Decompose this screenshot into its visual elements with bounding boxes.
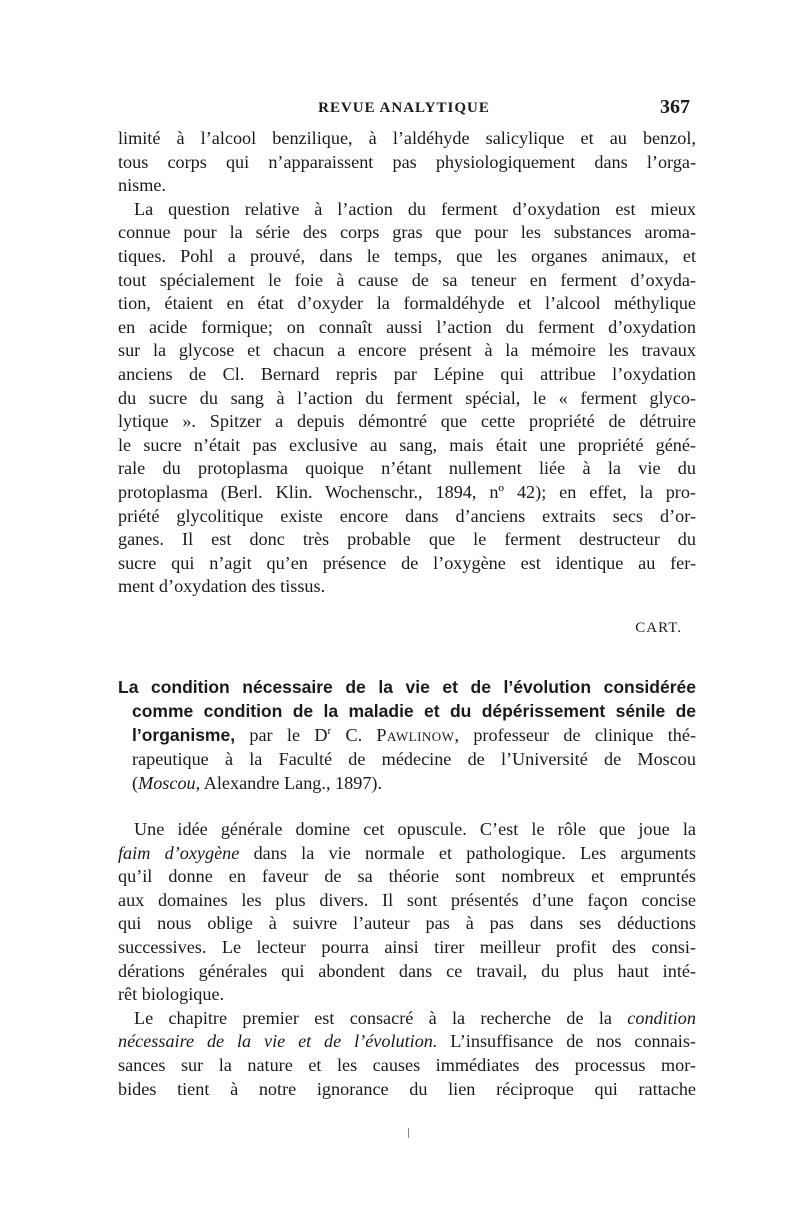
text-line: sur la glycose et chacun a encore présent à la mémoire les travaux bbox=[118, 340, 696, 361]
text-line: Une idée générale domine cet opuscule. C’est le rôle que joue la bbox=[134, 819, 696, 839]
text-line: ment d’oxydation des tissus. bbox=[118, 576, 326, 597]
article-heading bbox=[118, 675, 696, 795]
article-title-line: La condition nécessaire de la vie et de l’évolution considérée bbox=[118, 677, 696, 697]
text-line: sucre qui n’agit qu’en présence de l’oxygène est identique au fer- bbox=[118, 552, 696, 573]
text-line: ganes. Il est donc très probable que le ferment destructeur du bbox=[118, 529, 696, 550]
text-line: sances sur la nature et les causes immédiates des processus mor- bbox=[118, 1054, 696, 1075]
text-line: anciens de Cl. Bernard repris par Lépine qui attribue l’oxydation bbox=[118, 363, 696, 384]
text-line: nisme. bbox=[118, 175, 166, 196]
italic-phrase: nécessaire de la vie et de l’évolution. bbox=[118, 1031, 438, 1052]
reviewer-signature: CART. bbox=[635, 620, 682, 636]
paren-open: ( bbox=[132, 773, 139, 793]
text-line: tiques. Pohl a prouvé, dans le temps, que les organes animaux, et bbox=[118, 245, 696, 266]
article-title-line: rapeutique à la Faculté de médecine de l’Université de Moscou bbox=[132, 749, 696, 769]
running-head bbox=[118, 96, 690, 122]
page-number: 367 bbox=[660, 96, 690, 118]
italic-phrase: faim d’oxygène bbox=[118, 842, 240, 863]
author-name: Pawlinow bbox=[376, 725, 455, 745]
doctor-abbrev-sup: r bbox=[327, 724, 332, 737]
text-line: tous corps qui n’apparaissent pas physiologiquement dans l’orga- bbox=[118, 151, 696, 172]
continued-text bbox=[118, 127, 696, 599]
text-line bbox=[118, 842, 696, 866]
text-line: dérations générales qui abondent dans ce travail, du plus haut inté- bbox=[118, 960, 696, 981]
publication-city: Moscou bbox=[138, 773, 196, 793]
text-line: priété glycolitique existe encore dans d’anciens extraits secs d’or- bbox=[118, 505, 696, 526]
article-title-line bbox=[118, 723, 696, 747]
italic-phrase: condition bbox=[627, 1007, 696, 1028]
publication-details: , Alexandre Lang., 1897). bbox=[195, 773, 383, 793]
text-line: lytique ». Spitzer a depuis démontré que cette propriété de détruire bbox=[118, 411, 696, 432]
text-line: rale du protoplasma quoique n’étant nullement liée à la vie du bbox=[118, 458, 696, 479]
text-line: qui nous oblige à suivre l’auteur pas à pas dans ses déductions bbox=[118, 913, 696, 934]
text-line bbox=[118, 1007, 696, 1031]
text-line: protoplasma (Berl. Klin. Wochenschr., 1894, nº 42); en effet, la pro- bbox=[118, 481, 696, 502]
byline-prefix: par le D bbox=[235, 725, 328, 745]
text-line: du sucre du sang à l’action du ferment spécial, le « ferment glyco- bbox=[118, 387, 696, 408]
text-line: aux domaines les plus divers. Il sont présentés d’une façon concise bbox=[118, 889, 696, 910]
byline-initial: C. bbox=[331, 725, 377, 745]
text-line: rêt biologique. bbox=[118, 984, 225, 1005]
text-line: successives. Le lecteur pourra ainsi tirer meilleur profit des consi- bbox=[118, 936, 696, 957]
article-title-end: l’organisme, bbox=[132, 725, 236, 745]
text-line: tout spécialement le foie à cause de sa teneur en ferment d’oxyda- bbox=[118, 269, 696, 290]
author-affiliation: , professeur de clinique thé- bbox=[454, 725, 696, 745]
review-text bbox=[118, 818, 696, 1101]
text-line: en acide formique; on connaît aussi l’action du ferment d’oxydation bbox=[118, 316, 696, 337]
text-segment: Le chapitre premier est consacré à la recherche de la bbox=[134, 1007, 628, 1028]
article-title-line: comme condition de la maladie et du dépérissement sénile de bbox=[132, 701, 696, 721]
publication-info bbox=[118, 771, 696, 795]
text-segment: L’insuffisance de nos connais- bbox=[437, 1031, 696, 1052]
print-mark bbox=[408, 1128, 409, 1138]
text-line: le sucre n’était pas exclusive au sang, mais était une propriété géné- bbox=[118, 434, 696, 455]
text-segment: dans la vie normale et pathologique. Les arguments bbox=[239, 842, 696, 863]
text-line: qu’il donne en faveur de sa théorie sont nombreux et empruntés bbox=[118, 866, 696, 887]
text-line bbox=[118, 1030, 696, 1054]
text-line: connue pour la série des corps gras que pour les substances aroma- bbox=[118, 222, 696, 243]
text-line: limité à l’alcool benzilique, à l’aldéhyde salicylique et au benzol, bbox=[118, 128, 696, 148]
text-line: tion, étaient en état d’oxyder la formaldéhyde et l’alcool méthylique bbox=[118, 293, 696, 314]
journal-title: REVUE ANALYTIQUE bbox=[318, 100, 490, 116]
text-line: La question relative à l’action du ferment d’oxydation est mieux bbox=[134, 198, 696, 219]
text-line: bides tient à notre ignorance du lien réciproque qui rattache bbox=[118, 1078, 696, 1099]
